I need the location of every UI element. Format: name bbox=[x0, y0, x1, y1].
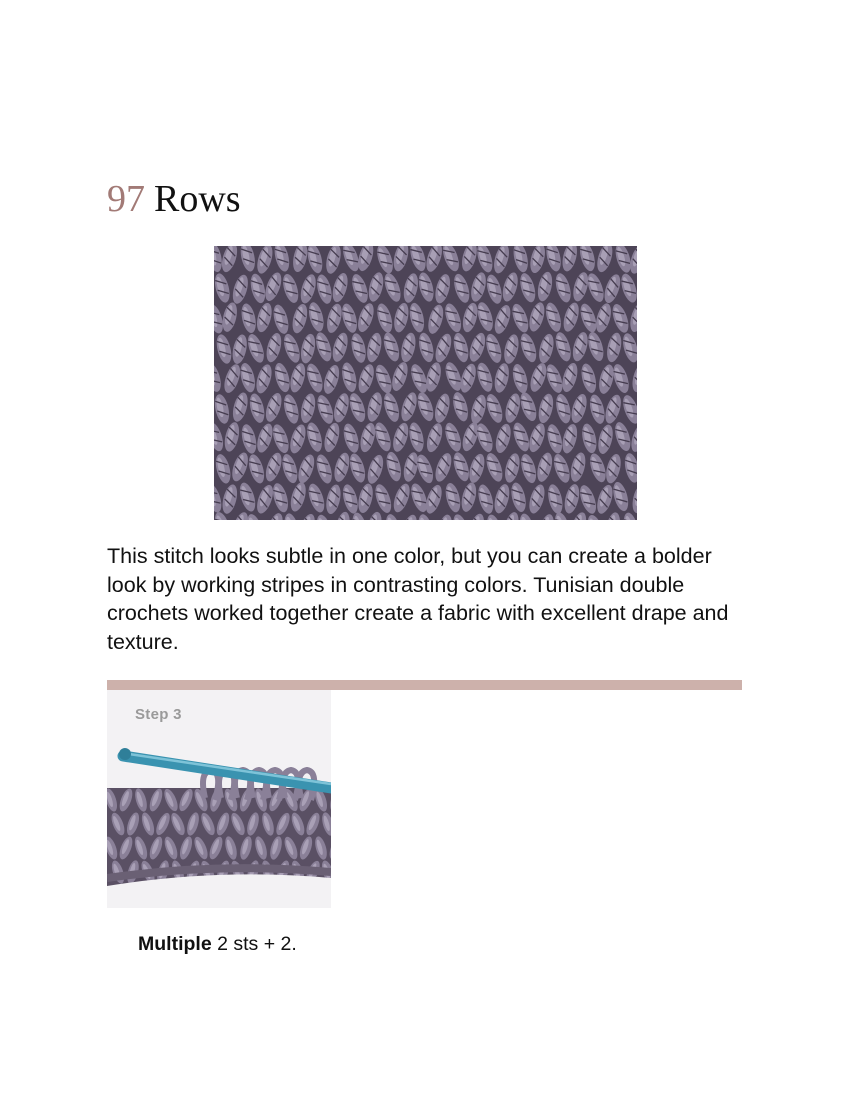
pattern-description: This stitch looks subtle in one color, but you can create a bolder look by working stripes in contrasting colors. Tunisian double crochets worked together create a fabric with excellent drape and texture. bbox=[107, 544, 729, 654]
step-photo bbox=[107, 690, 331, 908]
stitch-swatch-photo bbox=[214, 246, 637, 520]
pattern-name: Rows bbox=[154, 178, 241, 220]
multiple-value: 2 sts + 2. bbox=[217, 933, 297, 955]
pattern-number: 97 bbox=[107, 178, 145, 220]
section-divider bbox=[107, 680, 742, 690]
swatch-texture bbox=[214, 246, 637, 520]
pattern-title bbox=[107, 176, 241, 222]
multiple-note bbox=[138, 931, 297, 957]
step-label: Step 3 bbox=[135, 706, 182, 723]
multiple-label: Multiple bbox=[138, 933, 212, 955]
